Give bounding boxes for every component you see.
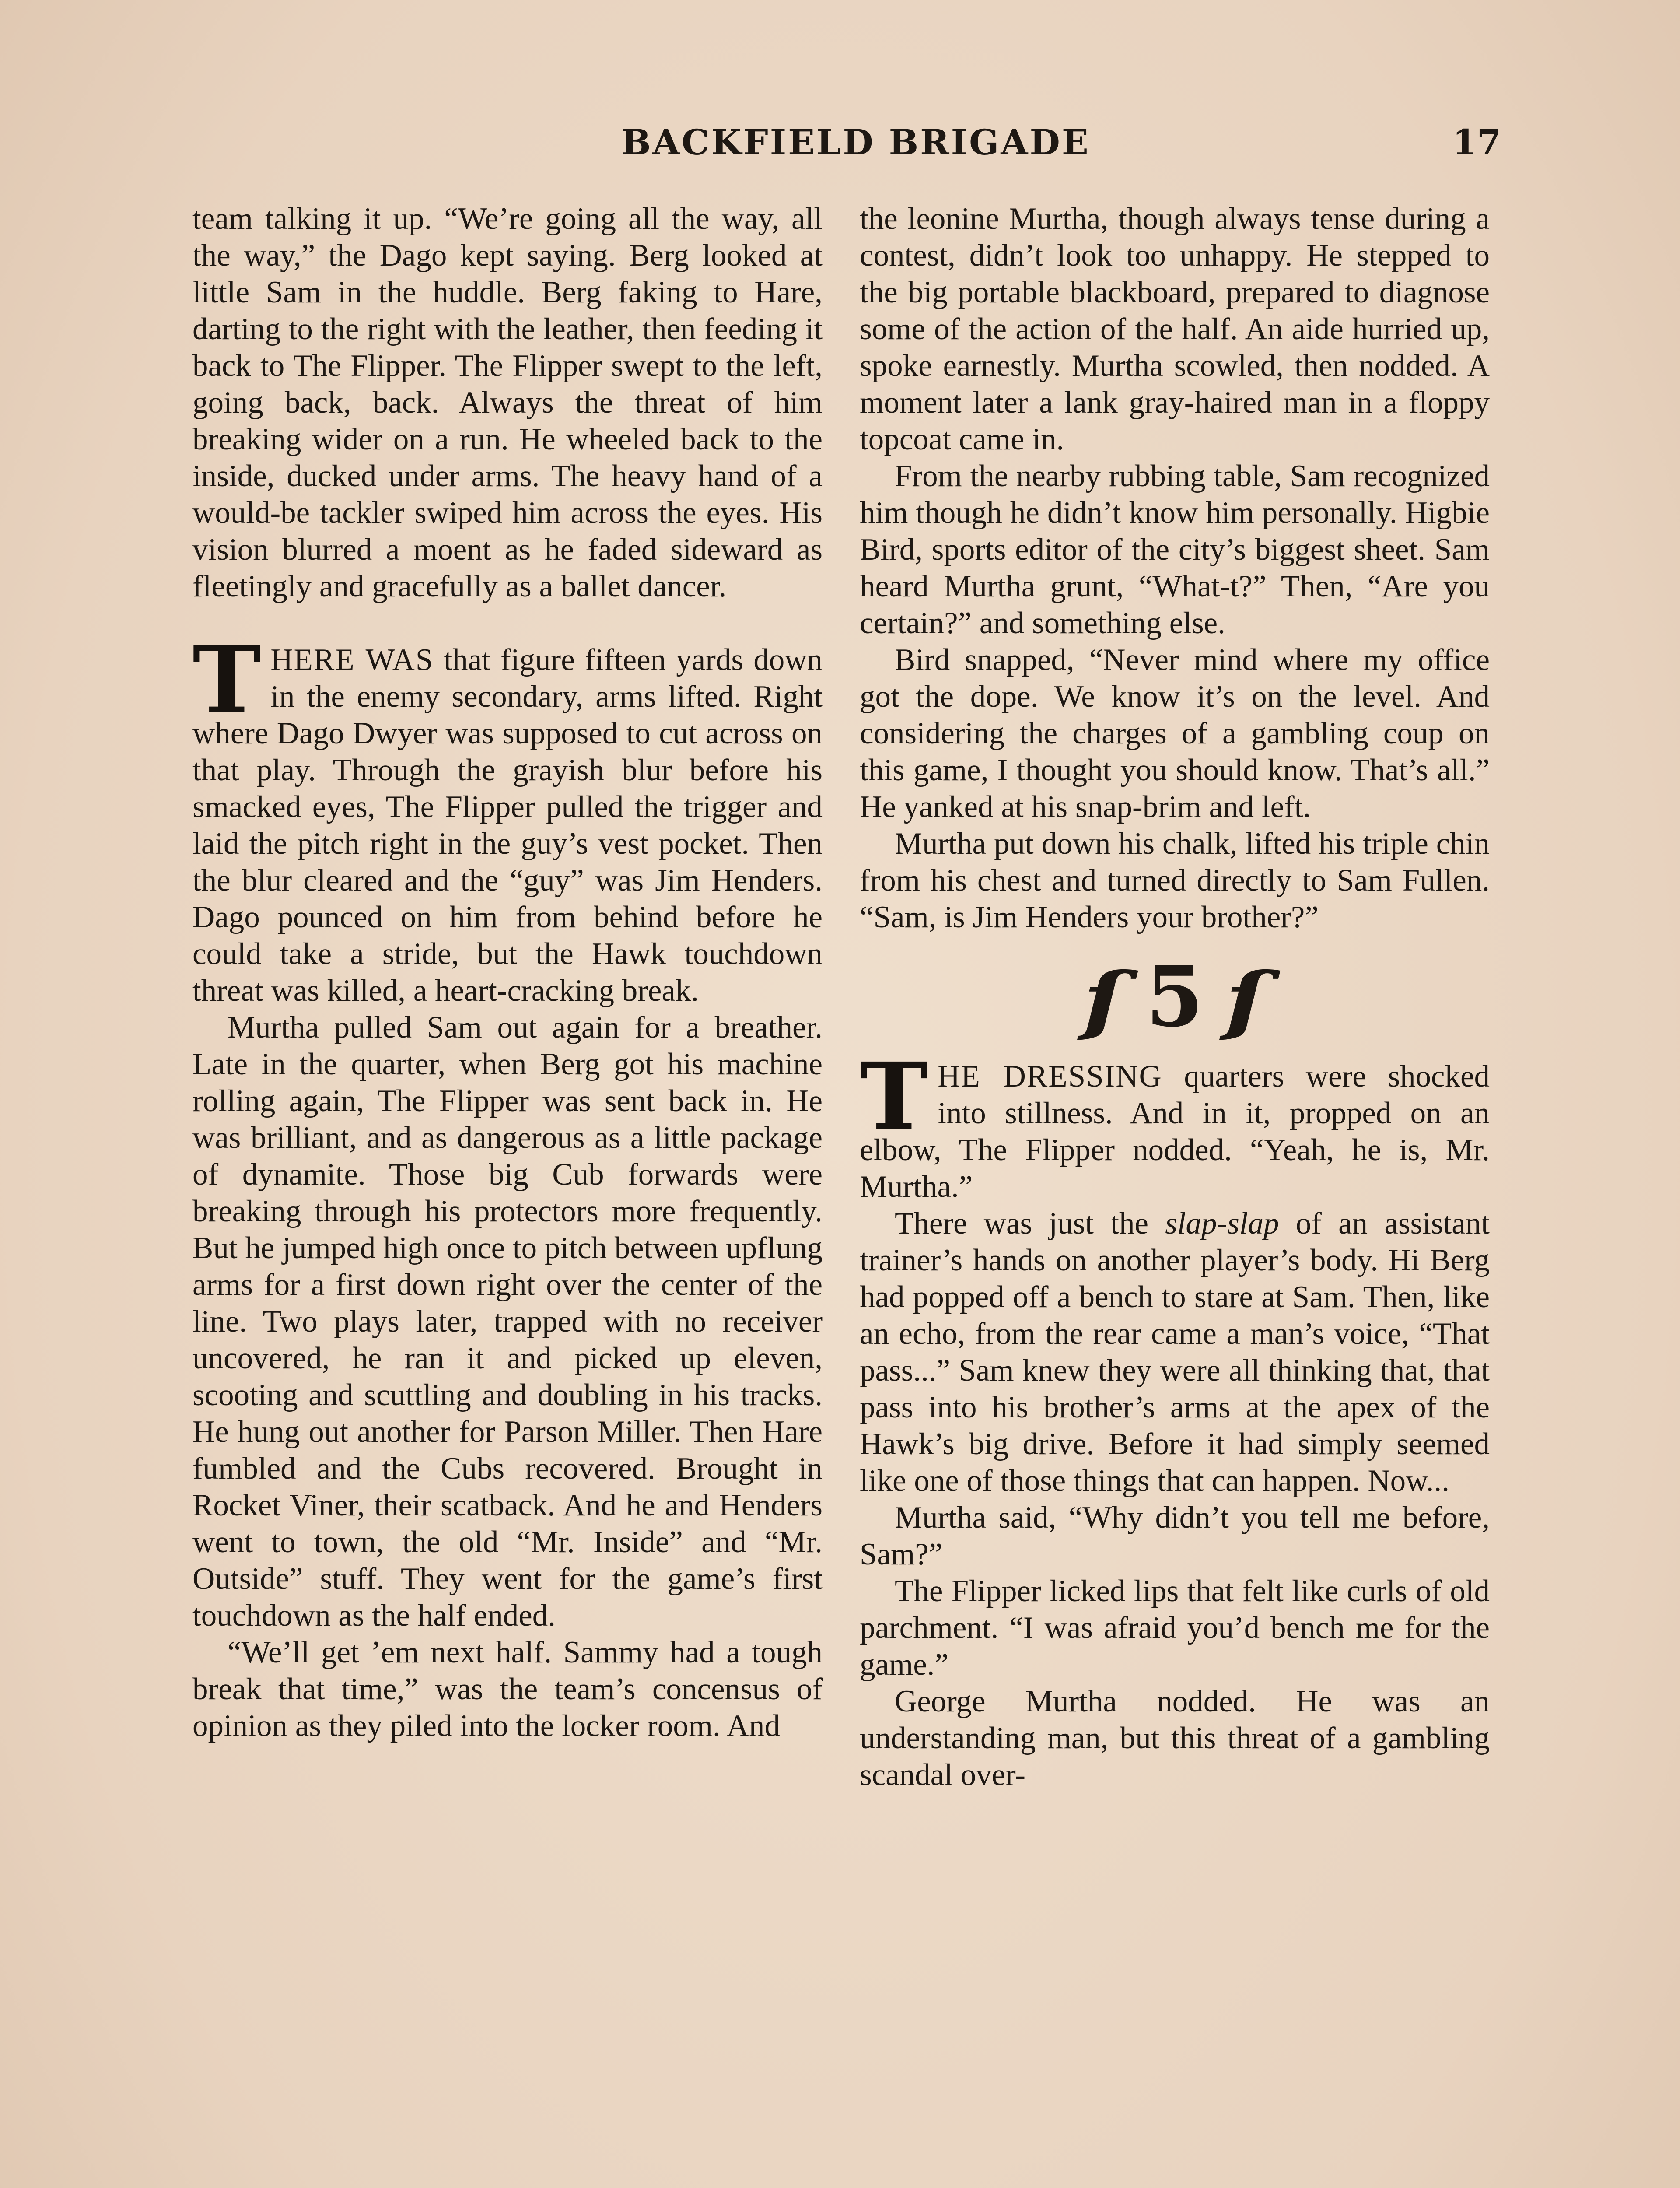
paragraph bbox=[860, 1205, 1490, 1499]
paragraph-text: There was just the bbox=[895, 1206, 1166, 1241]
paragraph: team talking it up. “We’re going all the way, all the way,” the Dago kept saying. Berg looked at little Sam in the huddle. Berg faking to Hare, darting to the right with the leather, then feeding it back to The Flipper. The Flipper swept to the left, going back, back. Always the threat of him breaking wider on a run. He wheeled back to the inside, ducked under arms. The heavy hand of a would-be tackler swiped him across the eyes. His vision blurred a moent as he faded sideward as fleetingly and gracefully as a ballet dancer. bbox=[192, 202, 822, 603]
paragraph-text: that figure fifteen yards down in the enemy secondary, arms lifted. Right where Dago Dwyer was supposed to cut across on that play. Through the grayish blur before his smacked eyes, The Flipper pulled the trigger and laid the pitch right in the guy’s vest pocket. Then the blur cleared and the “guy” was Jim Henders. Dago pounced on him from behind before he could take a stride, but the Hawk touchdown threat was killed, a heart-cracking break. bbox=[192, 643, 822, 1008]
paragraph: From the nearby rubbing table, Sam recognized him though he didn’t know him personally. Higbie Bird, sports editor of the city’s biggest sheet. Sam heard Murtha grunt, “What-t?” Then, “Are you certain?” and something else. bbox=[860, 459, 1490, 640]
paragraph: “We’ll get ’em next half. Sammy had a tough break that time,” was the team’s concensus of opinion as they piled into the locker room. And bbox=[192, 1635, 822, 1743]
paragraph-dropcap bbox=[860, 1042, 1490, 1205]
swash-ornament-left: ſ bbox=[1082, 956, 1124, 1044]
paragraph-dropcap bbox=[192, 626, 822, 1009]
lead-in-caps: HERE WAS bbox=[270, 643, 434, 677]
swash-ornament-right: ſ bbox=[1225, 956, 1267, 1044]
left-column bbox=[192, 200, 822, 1744]
paragraph: Murtha put down his chalk, lifted his triple chin from his chest and turned directly to Sam Fullen. “Sam, is Jim Henders your brother?” bbox=[860, 827, 1490, 934]
emphasis: slap-slap bbox=[1165, 1206, 1279, 1241]
paragraph-text: of an assistant trainer’s hands on another player’s body. Hi Berg had popped off a bench to stare at Sam. Then, like an echo, from the rear came a man’s voice, “That pass...” Sam knew they were all thinking that, that pass into his brother’s arms at the apex of the Hawk’s big drive. Before it had simply seemed like one of those things that can happen. Now... bbox=[860, 1206, 1490, 1498]
paragraph: The Flipper licked lips that felt like curls of old parchment. “I was afraid you’d bench me for the game.” bbox=[860, 1574, 1490, 1682]
running-head bbox=[0, 118, 1680, 166]
paragraph: George Murtha nodded. He was an understanding man, but this threat of a gambling scandal over- bbox=[860, 1684, 1490, 1792]
drop-cap: T bbox=[860, 1042, 928, 1150]
drop-cap: T bbox=[192, 626, 261, 734]
lead-in-caps: HE DRESSING bbox=[938, 1059, 1162, 1094]
chapter-heading bbox=[860, 948, 1490, 1045]
page-number: 17 bbox=[1452, 122, 1502, 163]
paragraph: Murtha said, “Why didn’t you tell me before, Sam?” bbox=[860, 1501, 1490, 1571]
right-column bbox=[860, 200, 1490, 1793]
chapter-number: 5 bbox=[1145, 948, 1204, 1045]
story-title: BACKFIELD BRIGADE bbox=[621, 122, 1090, 163]
paragraph: Bird snapped, “Never mind where my office got the dope. We know it’s on the level. And considering the charges of a gambling coup on this game, I thought you should know. That’s all.” He yanked at his snap-brim and left. bbox=[860, 643, 1490, 824]
paragraph: the leonine Murtha, though always tense during a contest, didn’t look too unhappy. He stepped to the big portable blackboard, prepared to diagnose some of the action of the half. An aide hurried up, spoke earnestly. Murtha scowled, then nodded. A moment later a lank gray-haired man in a floppy topcoat came in. bbox=[860, 202, 1490, 456]
paragraph: Murtha pulled Sam out again for a breather. Late in the quarter, when Berg got his machine rolling again, The Flipper was sent back in. He was brilliant, and as dangerous as a little package of dynamite. Those big Cub forwards were breaking through his protectors more frequently. But he jumped high once to pitch between upflung arms for a first down right over the center of the line. Two plays later, trapped with no receiver uncovered, he ran it and picked up eleven, scooting and scuttling and doubling in his tracks. He hung out another for Parson Miller. Then Hare fumbled and the Cubs recovered. Brought in Rocket Viner, their scatback. And he and Henders went to town, the old “Mr. Inside” and “Mr. Outside” stuff. They went for the game’s first touchdown as the half ended. bbox=[192, 1010, 822, 1633]
paragraph-text: quarters were shocked into stillness. And in it, propped on an elbow, The Flipper nodded. “Yeah, he is, Mr. Murtha.” bbox=[860, 1059, 1490, 1204]
